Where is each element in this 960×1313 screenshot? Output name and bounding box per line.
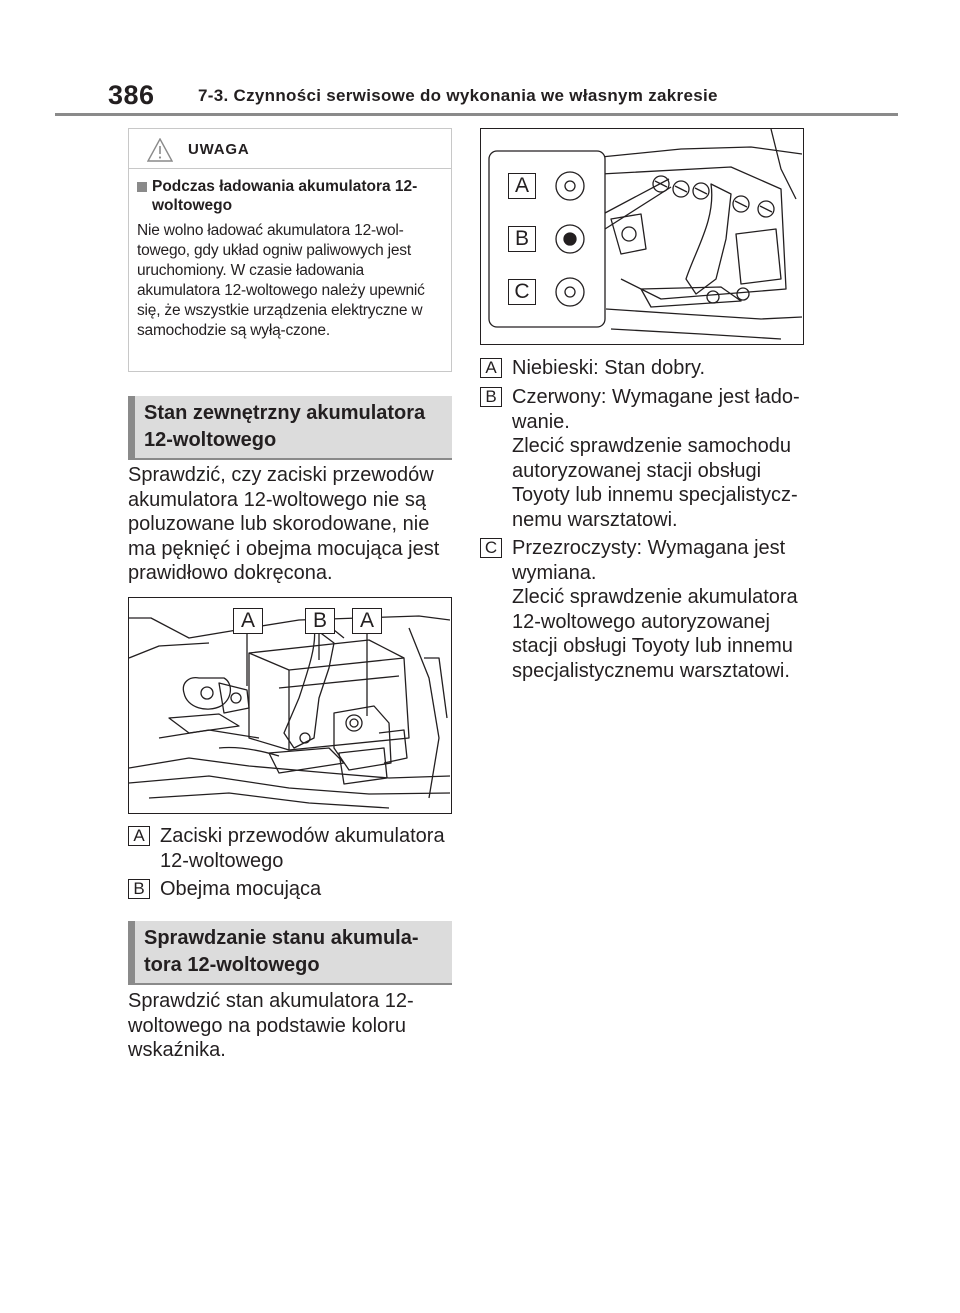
caution-subhead [137,177,443,215]
caution-header [129,129,451,169]
caution-text: Nie wolno ładować akumulatora 12-wol-towego, gdy układ ogniw paliwowych jest uruchomiony. W czasie ładowania akumulatora 12-woltowego należy upewnić się, że wszystkie urządzenia elektryczne w samochodzie są wyłą-czone. [137,222,425,339]
caution-box [128,128,452,372]
caution-body [129,169,451,341]
terminals-legend-a [128,824,454,873]
legend-text-red: Czerwony: Wymagane jest łado-wanie. [512,386,800,433]
caution-title: UWAGA [188,141,250,158]
section-heading-external-condition: Stan zewnętrzny akumulatora 12-woltowego [128,396,452,460]
chapter-title: 7-3. Czynności serwisowe do wykonania we własnym zakresie [198,86,718,105]
indicator-label-a: A [508,173,536,199]
header-rule [55,113,898,116]
figure-callout-a-right: A [352,608,382,634]
bullet-square-icon [137,182,147,192]
section-heading-battery-condition: Sprawdzanie stanu akumula-tora 12-woltowego [128,921,452,985]
legend-label-b: B [128,879,150,899]
figure-callout-a-left: A [233,608,263,634]
battery-terminals-figure [128,597,452,814]
legend-label-c: C [480,538,502,558]
legend-label-b: B [480,387,502,407]
page-number: 386 [108,80,155,110]
legend-text-blue: Niebieski: Stan dobry. [512,357,706,379]
indicator-label-b: B [508,226,536,252]
battery-terminals-illustration [129,598,450,812]
section2-text: Sprawdzić stan akumulatora 12-woltowego na podstawie koloru wskaźnika. [128,990,414,1061]
page-header [108,80,898,116]
warning-triangle-icon [147,138,173,162]
legend-subtext-red: Zlecić sprawdzenie samochodu autoryzowanej stacji obsługi Toyoty lub innemu specjalistycz-nemu warsztatowi. [512,435,798,531]
legend-text-clear: Przezroczysty: Wymagana jest wymiana. [512,537,786,584]
legend-label-a: A [480,358,502,378]
legend-subtext-clear: Zlecić sprawdzenie akumulatora 12-woltowego autoryzowanej stacji obsługi Toyoty lub innemu specjalistycznemu warsztatowi. [512,586,798,682]
indicator-legend-b [480,385,806,532]
figure-callout-b: B [305,608,335,634]
legend-text-b: Obejma mocująca [160,878,322,900]
legend-text-a: Zaciski przewodów akumulatora 12-woltowego [160,825,445,872]
terminals-legend-b [128,877,454,902]
indicator-legend-c [480,536,806,683]
section1-text: Sprawdzić, czy zaciski przewodów akumulatora 12-woltowego nie są poluzowane lub skorodowane, nie ma pęknięć i obejma mocująca jest prawidłowo dokręcona. [128,464,440,584]
caution-subhead-text: Podczas ładowania akumulatora 12-woltowego [152,178,418,214]
indicator-label-c: C [508,279,536,305]
indicator-legend-a [480,356,806,381]
indicator-figure [480,128,804,345]
legend-label-a: A [128,826,150,846]
